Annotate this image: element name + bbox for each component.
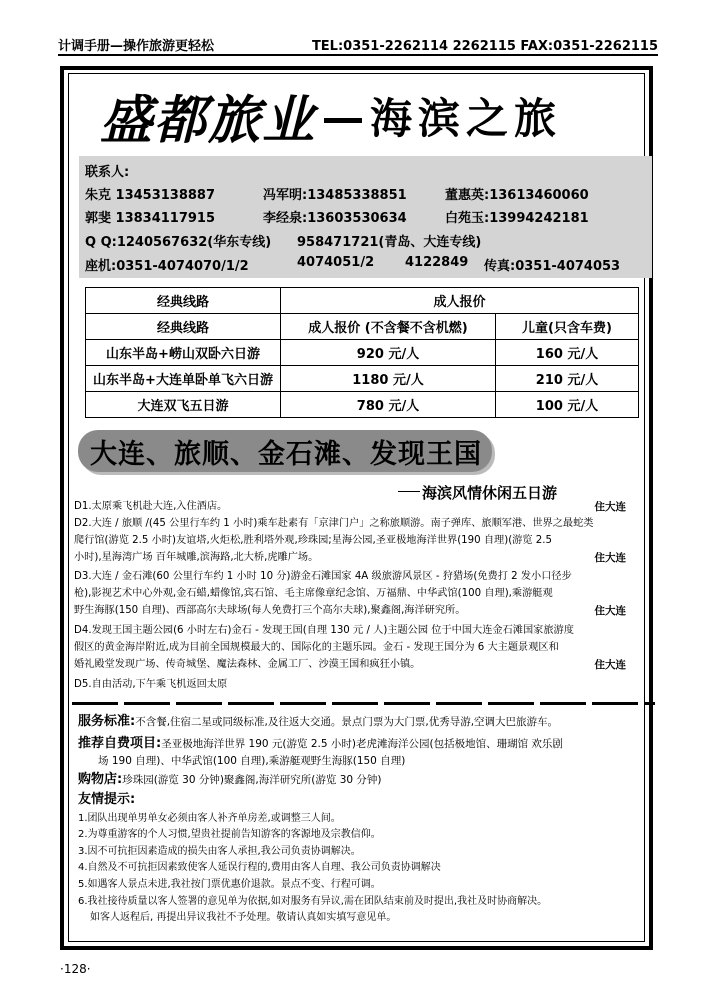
self-pay-text: 圣亚极地海洋世界 190 元(游览 2.5 小时)老虎滩海洋公园(包括极地馆、珊瑚馆 欢乐剧 [161,738,563,750]
tip-item: 1.团队出现单男单女必须由客人补齐单房差,或调整三人间。 [78,812,341,824]
qq-east: Q Q:1240567632(华东专线) [85,235,272,250]
overnight-city: 住大连 [594,551,626,564]
itinerary-line: 婚礼殿堂发现广场、传奇城堡、魔法森林、金属工厂、沙漠王国和疯狂小镇。 [74,658,421,670]
overnight-city: 住大连 [594,501,626,513]
fax-number: 传真:0351-4074053 [484,259,621,274]
self-pay-text: 场 190 自理)、中华武馆(100 自理),乘游艇观野生海豚(150 自理) [98,755,406,767]
itinerary-line: 枪),影视艺术中心外观,金石蜡,蜡像馆,宾石馆、毛主席像章纪念馆、万福鼎、中华武馆(100 自理),乘游艇观 [74,587,553,599]
table-row [86,366,639,392]
subheader-route: 经典线路 [86,314,281,340]
child-price: 100 元/人 [496,392,639,418]
overnight-city: 住大连 [594,604,626,617]
service-standard [78,714,558,730]
header-contact: TEL:0351-2262114 2262115 FAX:0351-2262115 [311,39,658,54]
contact-person: 李经泉:13603530634 [263,211,407,226]
tour-title: 大连、旅顺、金石滩、发现王国 [90,439,482,470]
tip-item: 2.为尊重游客的个人习惯,望贵社提前告知游客的客源地及宗教信仰。 [78,829,381,841]
tips-section [78,792,547,927]
theme-name: 海滨之旅 [370,93,563,143]
self-pay-items [78,736,563,752]
itinerary-line: D5.自由活动,下午乘飞机返回太原 [74,679,228,690]
table-header-row [86,288,639,314]
service-text: 不含餐,住宿二星或同级标准,及往返大交通。景点门票为大门票,优秀导游,空调大巴旅游车。 [135,716,559,728]
route-name: 山东半岛+崂山双卧六日游 [86,340,281,366]
itinerary-line: 小时),星海湾广场 百年城雕,滨海路,北大桥,虎雕广场。 [74,551,319,563]
itinerary-line: 爬行馆(游览 2.5 小时)友谊塔,火炬松,胜利塔外观,珍珠园;星海公园,圣亚极地海洋世界(190 自理)(游览 2.5 [74,534,552,546]
header-route: 经典线路 [86,288,281,314]
tip-item: 4.自然及不可抗拒因素致使客人延误行程的,费用由客人自理、我公司负责协调解决 [78,862,441,874]
contact-panel [79,156,652,278]
route-name: 山东半岛+大连单卧单飞六日游 [86,366,281,392]
contact-label: 联系人: [85,165,130,180]
itinerary-day-5 [74,677,654,694]
header-price: 成人报价 [281,288,639,314]
tip-item: 3.因不可抗拒因素造成的损失由客人承担,我公司负责协调解决。 [78,845,361,857]
itinerary-line: 假区的黄金海岸附近,成为目前全国规模最大的、国际化的主题乐园。金石 - 发现王国分为 6 大主题景观区和 [74,641,559,653]
header-rule [58,54,658,56]
itinerary-day-1 [74,499,654,516]
section-divider [72,702,655,705]
title-dash [324,118,362,123]
table-subheader-row [86,314,639,340]
tip-item: 6.我社接待质量以客人签署的意见单为依据,如对服务有异议,需在团队结束前及时提出,我社及时协商解决。 [78,895,548,907]
itinerary-day-3 [74,569,654,619]
shopping-label: 购物店: [78,772,123,787]
landline: 座机:0351-4074070/1/2 [85,259,249,274]
subheader-child: 儿童(只含车费) [496,314,639,340]
page-title [100,83,620,151]
itinerary-line: D2.大连 / 旅顺 /(45 公里行车约 1 小时)乘车赴素有「京津门户」之称旅顺游。南子弹库、旅顺军港、世界之最蛇类 [74,518,594,529]
tour-subtitle: 海滨风情休闲五日游 [422,484,558,502]
route-name: 大连双飞五日游 [86,392,281,418]
itinerary-line: 野生海豚(150 自理)、西部高尔夫球场(每人免费打三个高尔夫球),聚鑫阁,海洋研究所。 [74,604,466,616]
price-table [85,287,639,418]
itinerary-line: D1.太原乘飞机赴大连,入住酒店。 [74,501,228,512]
table-row [86,392,639,418]
contact-person: 董惠英:13613460060 [445,188,589,203]
landline-3: 4122849 [405,255,469,270]
self-pay-label: 推荐自费项目: [78,736,162,751]
tip-item: 如客人返程后, 再提出异议我社不予处理。敬请认真如实填写意见单。 [90,912,397,924]
itinerary-line: D3.大连 / 金石滩(60 公里行车约 1 小时 10 分)游金石滩国家 4A 级旅游风景区 - 狩猎场(免费打 2 发小口径步 [74,571,572,582]
contact-person: 郭斐 13834117915 [85,211,216,226]
table-row [86,340,639,366]
tip-item: 5.如遇客人景点未进,我社按门票优惠价退款。景点不变、行程可调。 [78,878,381,890]
itinerary-day-2 [74,516,654,566]
contact-person: 朱克 13453138887 [85,188,216,203]
tips-label: 友情提示: [78,792,136,807]
itinerary-line: D4.发现王国主题公园(6 小时左右)金石 - 发现王国(自理 130 元 / 人)主题公园 位于中国大连金石滩国家旅游度 [74,625,574,636]
page-number: ·128· [60,962,91,976]
itinerary-day-4 [74,623,654,673]
landline-2: 4074051/2 [297,255,375,270]
subheader-adult: 成人报价 (不含餐不含机燃) [281,314,496,340]
contact-person: 白苑玉:13994242181 [445,211,589,226]
subtitle-dash [398,491,420,492]
child-price: 210 元/人 [496,366,639,392]
qq-north: 958471721(青岛、大连专线) [297,235,482,250]
service-label: 服务标准: [78,714,136,729]
contact-person: 冯军明:13485338851 [263,188,407,203]
adult-price: 1180 元/人 [281,366,496,392]
shopping-text: 珍珠园(游览 30 分钟)聚鑫阁,海洋研究所(游览 30 分钟) [122,774,382,786]
child-price: 160 元/人 [496,340,639,366]
header-slogan: 计调手册—操作旅游更轻松 [58,39,215,54]
brand-name: 盛都旅业 [100,90,317,151]
self-pay-items-cont [98,753,405,769]
shopping-stops [78,772,382,788]
adult-price: 780 元/人 [281,392,496,418]
overnight-city: 住大连 [594,658,626,671]
page-header [58,34,658,54]
adult-price: 920 元/人 [281,340,496,366]
